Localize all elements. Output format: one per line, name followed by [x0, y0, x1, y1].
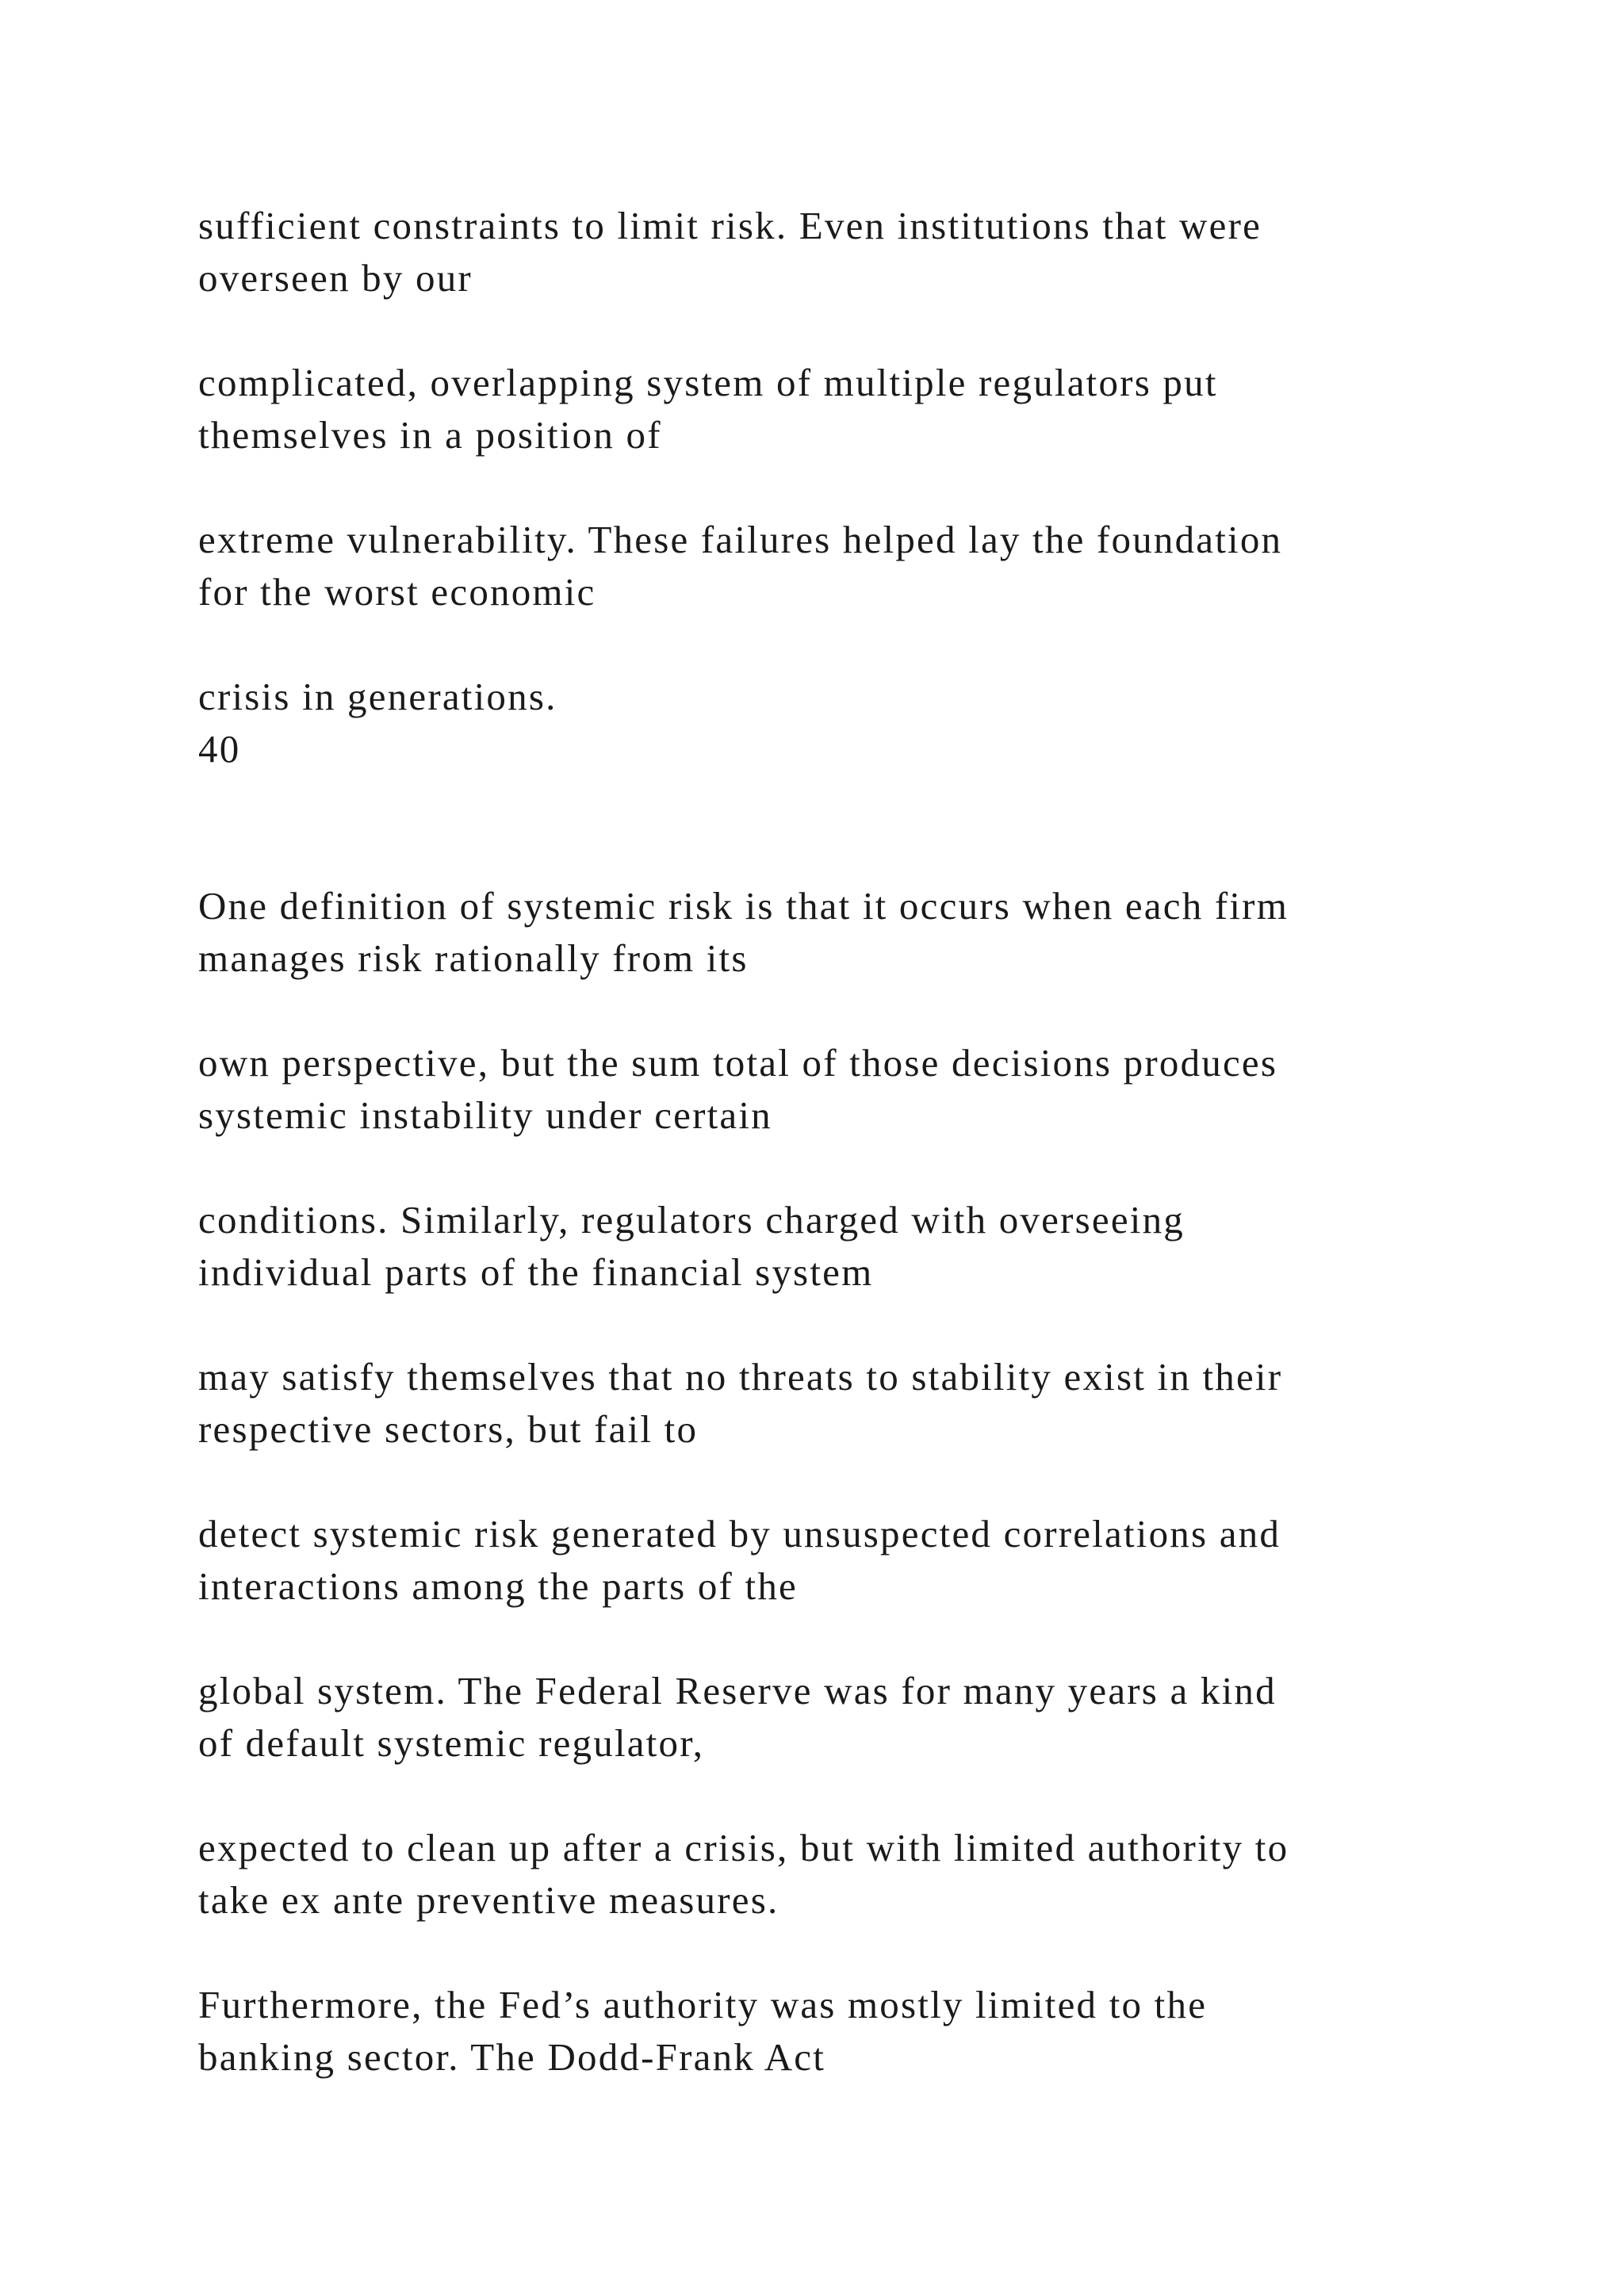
paragraph [198, 1194, 1435, 1299]
text-line: systemic instability under certain [198, 1093, 772, 1137]
text-line: Furthermore, the Fed’s authority was mostly limited to the [198, 1983, 1208, 2026]
text-line: manages risk rationally from its [198, 936, 749, 980]
paragraph [198, 1037, 1435, 1142]
text-line: interactions among the parts of the [198, 1564, 798, 1608]
paragraph [198, 1351, 1435, 1456]
text-line: of default systemic regulator, [198, 1721, 705, 1765]
text-line: own perspective, but the sum total of those decisions produces [198, 1041, 1278, 1085]
paragraph [198, 514, 1435, 618]
paragraph [198, 357, 1435, 461]
text-line: themselves in a position of [198, 413, 662, 457]
text-line: overseen by our [198, 256, 473, 300]
text-line: One definition of systemic risk is that it occurs when each firm [198, 884, 1289, 928]
text-line: conditions. Similarly, regulators charged with overseeing [198, 1198, 1185, 1242]
footnote-number: 40 [198, 727, 241, 771]
paragraph [198, 1665, 1435, 1770]
body-text [198, 200, 1435, 2136]
paragraph [198, 1822, 1435, 1927]
text-line: banking sector. The Dodd-Frank Act [198, 2035, 826, 2079]
paragraph [198, 671, 1435, 775]
paragraph [198, 200, 1435, 304]
text-line: global system. The Federal Reserve was for many years a kind [198, 1669, 1277, 1712]
text-line: individual parts of the financial system [198, 1250, 874, 1294]
text-line: take ex ante preventive measures. [198, 1878, 779, 1922]
text-line: crisis in generations. [198, 675, 557, 718]
paragraph [198, 880, 1435, 985]
text-line: detect systemic risk generated by unsuspected correlations and [198, 1512, 1281, 1556]
text-line: extreme vulnerability. These failures helped lay the foundation [198, 518, 1283, 561]
paragraph [198, 1508, 1435, 1613]
text-line: expected to clean up after a crisis, but with limited authority to [198, 1826, 1289, 1869]
text-line: for the worst economic [198, 570, 596, 614]
paragraph [198, 1979, 1435, 2084]
text-line: respective sectors, but fail to [198, 1407, 699, 1451]
text-line: may satisfy themselves that no threats to stability exist in their [198, 1355, 1283, 1399]
text-line: sufficient constraints to limit risk. Even institutions that were [198, 204, 1262, 247]
text-line: complicated, overlapping system of multiple regulators put [198, 361, 1218, 404]
